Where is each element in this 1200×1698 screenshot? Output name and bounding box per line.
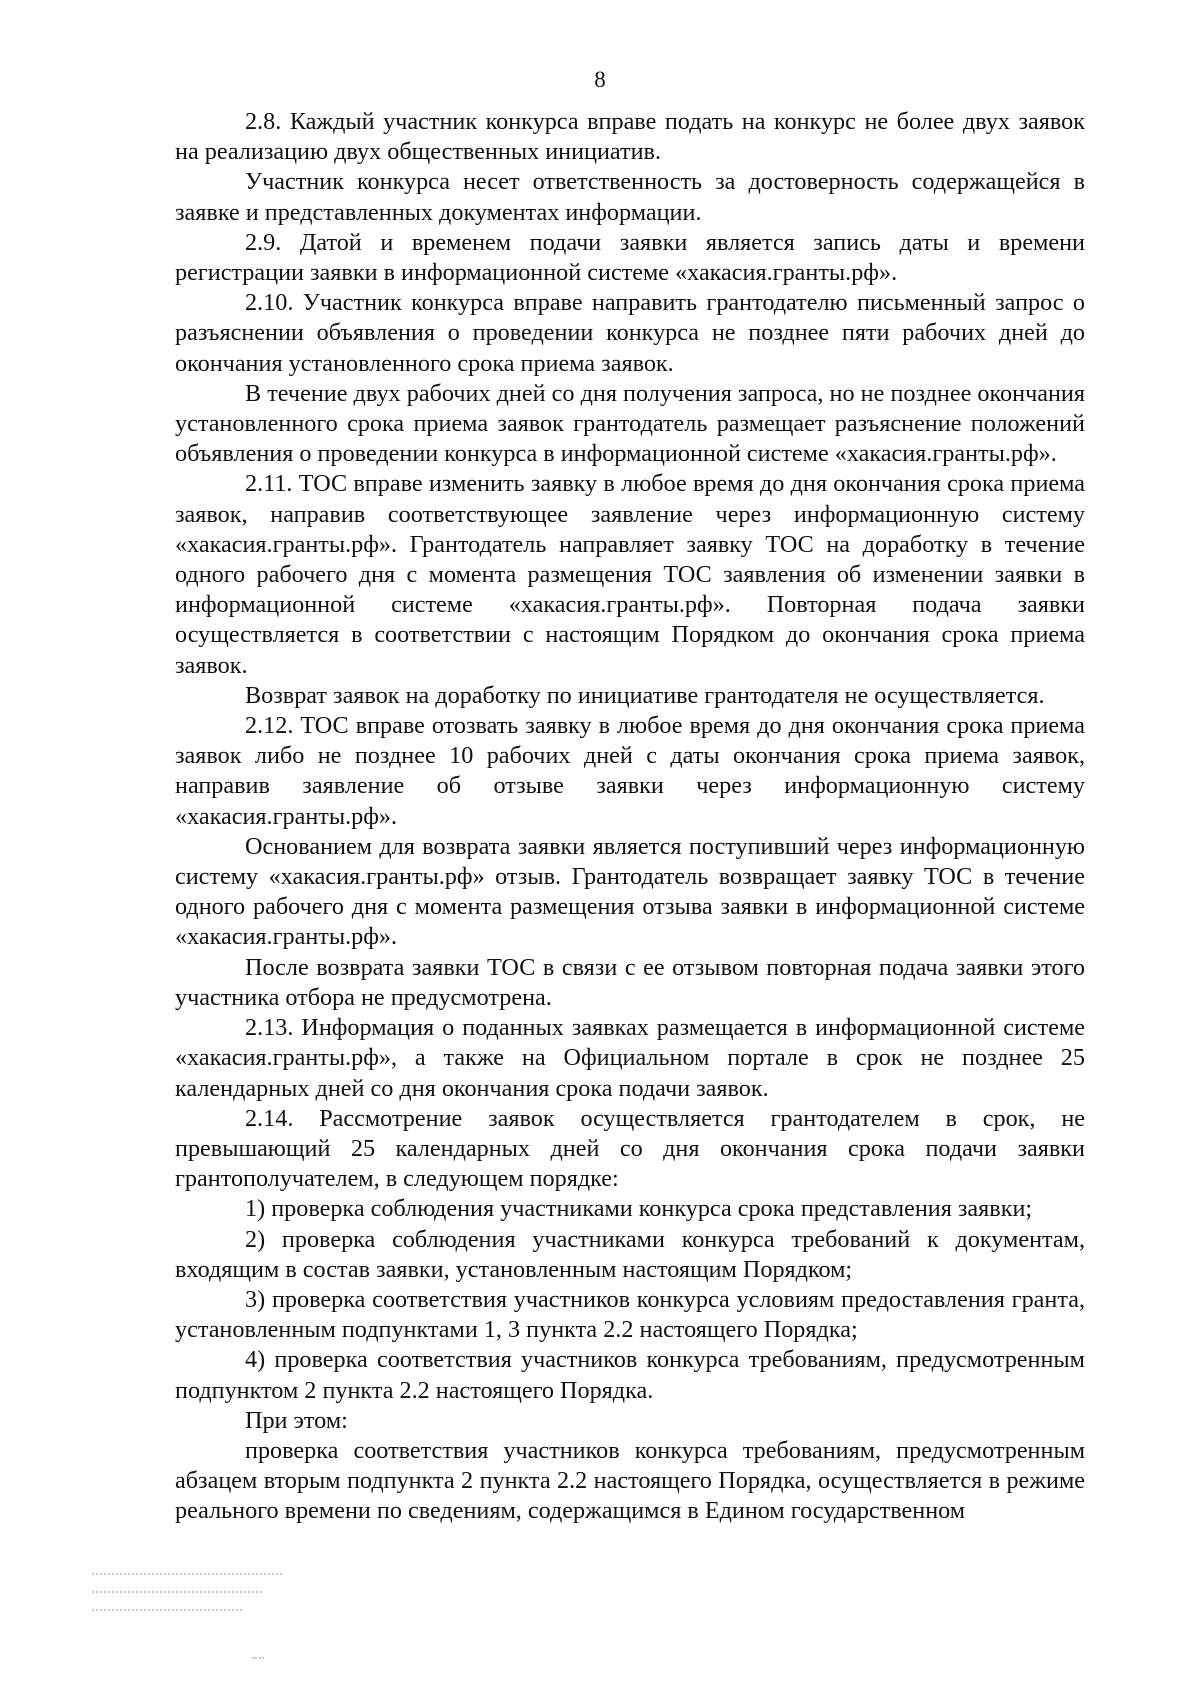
- list-item-1: 1) проверка соблюдения участниками конкурса срока представления заявки;: [245, 1195, 1033, 1223]
- paragraph-responsibility: Участник конкурса несет ответственность за достоверность содержащейся в заявке и представленных документах информации.: [175, 168, 1085, 226]
- paragraph-2-8: 2.8. Каждый участник конкурса вправе подать на конкурс не более двух заявок на реализацию двух общественных инициатив.: [175, 108, 1085, 166]
- stamp-line: [92, 1573, 282, 1575]
- faded-stamp-mark: [92, 1565, 297, 1665]
- list-item-4: 4) проверка соответствия участников конкурса требованиям, предусмотренным подпунктом 2 пункта 2.2 настоящего Порядка.: [175, 1346, 1085, 1404]
- paragraph-2-9: 2.9. Датой и временем подачи заявки является запись даты и времени регистрации заявки в информационной системе «хакасия.гранты.рф».: [175, 228, 1085, 287]
- stamp-line: [252, 1657, 264, 1659]
- document-body: [175, 107, 1085, 1527]
- stamp-line: [92, 1591, 262, 1593]
- paragraph-verification: проверка соответствия участников конкурса требованиям, предусмотренным абзацем вторым подпункта 2 пункта 2.2 настоящего Порядка, осуществляется в режиме реального времени по сведениям, содержащимся в Едином государственном: [175, 1436, 1085, 1525]
- list-item-3: 3) проверка соответствия участников конкурса условиям предоставления гранта, установленным подпунктами 1, 3 пункта 2.2 настоящего Порядка;: [175, 1285, 1085, 1344]
- stamp-line: [92, 1609, 242, 1611]
- list-item-2: 2) проверка соблюдения участниками конкурса требований к документам, входящим в состав заявки, установленным настоящим Порядком;: [175, 1225, 1085, 1283]
- paragraph-2-11: 2.11. ТОС вправе изменить заявку в любое время до дня окончания срока приема заявок, направив соответствующее заявление через информационную систему «хакасия.гранты.рф». Грантодатель направляет заявку ТОС на доработку в течение одного рабочего дня с момента размещения ТОС заявления об изменении заявки в информационной системе «хакасия.гранты.рф». Повторная подача заявки осуществляется в соответствии с настоящим Порядком до окончания срока приема заявок.: [175, 470, 1085, 679]
- paragraph-2-14: 2.14. Рассмотрение заявок осуществляется грантодателем в срок, не превышающий 25 календарных дней со дня окончания срока подачи заявки грантополучателем, в следующем порядке:: [175, 1104, 1085, 1193]
- paragraph-2-13: 2.13. Информация о поданных заявках размещается в информационной системе «хакасия.гранты.рф», а также на Официальном портале в срок не позднее 25 календарных дней со дня окончания срока подачи заявок.: [175, 1014, 1085, 1102]
- paragraph-2-12: 2.12. ТОС вправе отозвать заявку в любое время до дня окончания срока приема заявок либо не позднее 10 рабочих дней с даты окончания срока приема заявок, направив заявление об отзыве заявки через информационную систему «хакасия.гранты.рф».: [175, 712, 1085, 830]
- paragraph-clarification: В течение двух рабочих дней со дня получения запроса, но не позднее окончания установленного срока приема заявок грантодатель размещает разъяснение положений объявления о проведении конкурса в информационной системе «хакасия.гранты.рф».: [175, 379, 1085, 468]
- paragraph-2-10: 2.10. Участник конкурса вправе направить грантодателю письменный запрос о разъяснении объявления о проведении конкурса не позднее пяти рабочих дней до окончания установленного срока приема заявок.: [175, 289, 1085, 377]
- paragraph-no-resubmission: После возврата заявки ТОС в связи с ее отзывом повторная подача заявки этого участника отбора не предусмотрена.: [175, 953, 1085, 1011]
- paragraph-no-return: Возврат заявок на доработку по инициативе грантодателя не осуществляется.: [245, 681, 1045, 709]
- page-number: 8: [594, 67, 606, 92]
- paragraph-return-basis: Основанием для возврата заявки является поступивший через информационную систему «хакасия.гранты.рф» отзыв. Грантодатель возвращает заявку ТОС в течение одного рабочего дня с момента размещения отзыва заявки в информационной системе «хакасия.гранты.рф».: [175, 832, 1085, 951]
- paragraph-in-addition: При этом:: [245, 1406, 348, 1434]
